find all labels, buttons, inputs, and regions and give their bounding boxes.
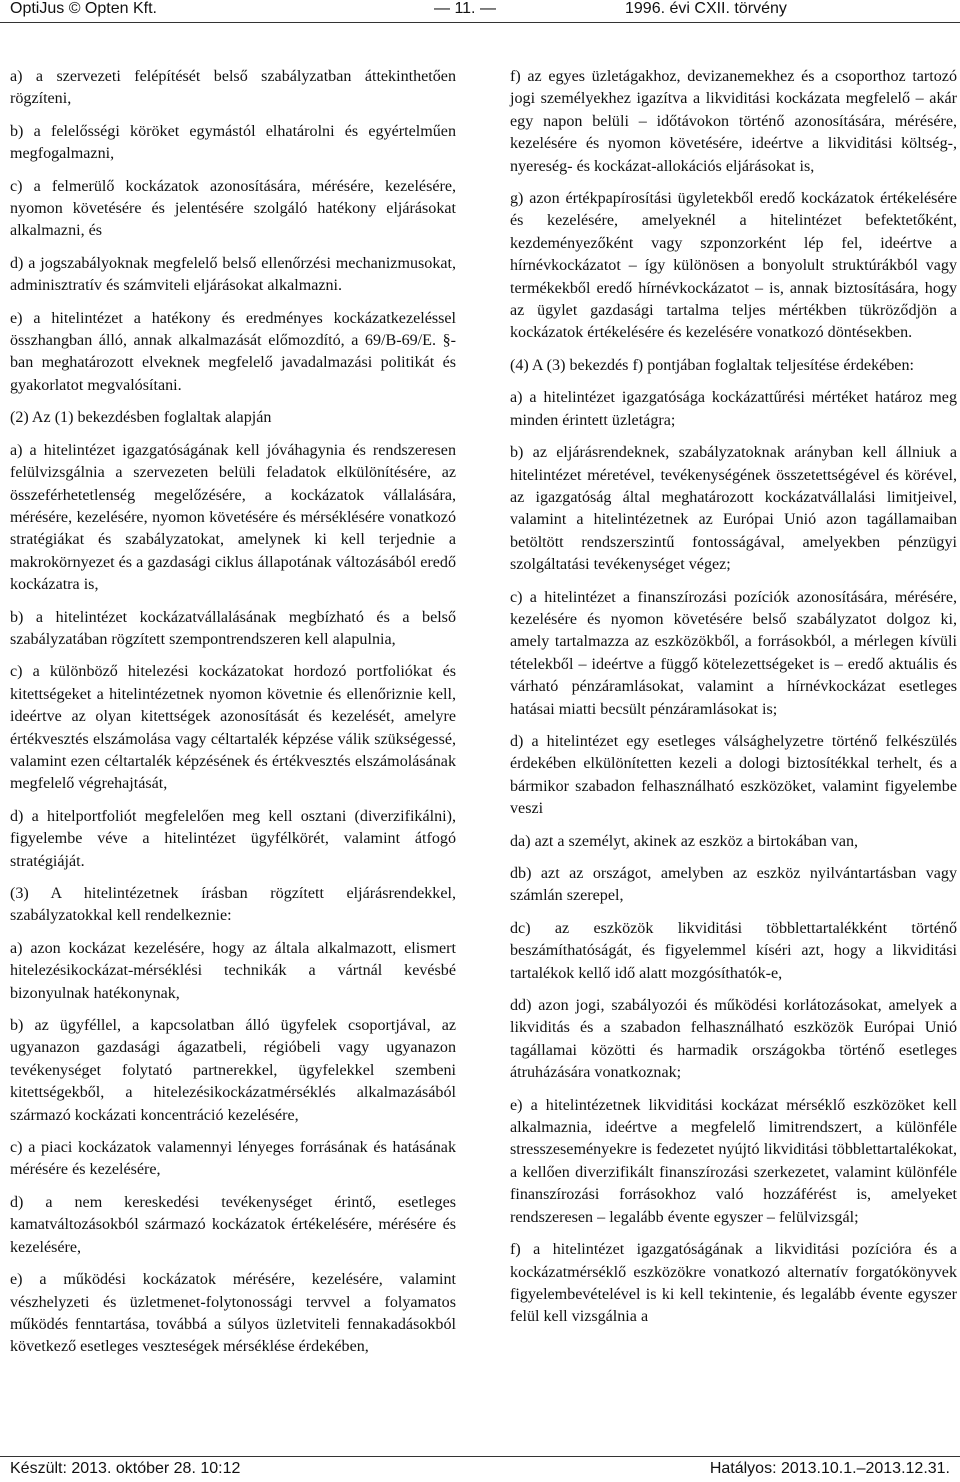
paragraph-2-intro: (2) Az (1) bekezdésben foglaltak alapján: [10, 409, 272, 427]
clause-3f: f) az egyes üzletágakhoz, devizanemekhez és a csoporthoz tartozó jogi személyekhez igazítva a likviditási kockázata megfelelő – akár egy napon belüli – időtávokon történő azonosítására, mérésére, kezelésére és nyomon követésére, ideértve a likviditási költség-, nyereség- és kockázat-allokációs eljárásokat is,: [510, 68, 957, 175]
document-title: 1996. évi CXII. törvény: [625, 0, 787, 17]
publisher: OptiJus © Opten Kft.: [10, 0, 157, 17]
clause-1c: c) a felmerülő kockázatok azonosítására, mérésére, kezelésére, nyomon követésére és jelentésére szolgáló hatékony eljárásokat alkalmazni, és: [10, 177, 456, 240]
right-column: [510, 66, 957, 1339]
effective-period: Hatályos: 2013.10.1.–2013.12.31.: [709, 1460, 950, 1477]
clause-4b: b) az eljárásrendeknek, szabályzatoknak arányban kell állniuk a hitelintézet méretével, tevékenységének összetettségével és körével, az igazgatóság által meghatározott kockázatvállalási limitjeivel, valamint a hitelintézetnek az Európai Unió azon tagállamaiban betöltött rendszerszintű fontosságával, amelyekben pénzügyi szolgáltatási tevékenységet végez;: [510, 444, 957, 574]
clause-3e: e) a működési kockázatok mérésére, kezelésére, valamint vészhelyzeti és üzletmenet-folytonossági tervvel a folyamatos működés fenntartása, továbbá a súlyos üzletviteli fennakadásokból következő esetleges veszteségek mérséklése érdekében,: [10, 1271, 456, 1356]
clause-3a: a) azon kockázat kezelésére, hogy az általa alkalmazott, elismert hitelezésikockázat-mérséklési technikák a vártnál kevésbé bizonyulnak hatékonynak,: [10, 939, 456, 1002]
created-timestamp: Készült: 2013. október 28. 10:12: [10, 1460, 241, 1477]
page-header: [0, 0, 960, 23]
clause-4a: a) a hitelintézet igazgatósága kockázattűrési mértéket határoz meg minden érintett üzletágra;: [510, 389, 957, 429]
clause-4dd: dd) azon jogi, szabályozói és működési korlátozásokat, amelyek a likviditás és a szabadon felhasználható eszközök Európai Unió tagállamai közötti és harmadik országokba történő esetleges átruházására vonatkoznak;: [510, 997, 957, 1082]
clause-3g: g) azon értékpapírosítási ügyletekből eredő kockázatok értékelésére és kezelésére, amelyeknél a hitelintézet befektetőként, kezdeményezőként vagy szponzorként lép fel, ideértve a hírnévkockázatot – így különösen a bonyolult struktúrákból vagy termékekből eredő hírnévkockázatot – is, annak biztosítására, hogy az ügylet gazdasági tartalma teljes mértékben tükröződjön a kockázatok értékelésére és kezelésére vonatkozó döntésekben.: [510, 190, 957, 342]
clause-2a: a) a hitelintézet igazgatóságának kell jóváhagynia és rendszeresen felülvizsgálnia a szervezeten belüli feladatok elkülönítésére, az összeférhetetlenség megelőzésére, a kockázatok vállalására, mérésére, kezelésére, nyomon követésére és mérséklésére vonatkozó stratégiákat és szabályzatokat, amelynek ki kell terjednie a makrokörnyezet és a gazdasági ciklus állapotának változásából eredő kockázatra is,: [10, 441, 456, 594]
clause-4db: db) azt az országot, amelyben az eszköz nyilvántartásban vagy számlán szerepel,: [510, 865, 957, 905]
clause-4e: e) a hitelintézetnek likviditási kockázat mérséklő eszközöket kell alkalmaznia, ideértve a megfelelő limitrendszert, a különféle stresszeseményekre is fedezetet nyújtó likviditási többlettartalékokat, a kellően diverzifikált finanszírozási szerkezetet, valamint különféle finanszírozási forrásokhoz való hozzáférést is, amelyeket rendszeresen – legalább évente egyszer – felülvizsgál;: [510, 1096, 957, 1226]
clause-3b: b) az ügyféllel, a kapcsolatban álló ügyfelek csoportjával, az ugyanazon gazdasági ágazatbeli, régióbeli vagy ugyanazon tevékenységet folytató partnerekkel, ügyfelekkel szembeni kitettségekből, a hitelezésikockázatmérséklés alkalmazásából származó kockázati koncentráció kezelésére,: [10, 1017, 456, 1124]
page-number: — 11. —: [434, 0, 496, 17]
clause-1a: a) a szervezeti felépítését belső szabályzatban áttekinthetően rögzíteni,: [10, 68, 456, 108]
clause-4da: da) azt a személyt, akinek az eszköz a birtokában van,: [510, 832, 859, 850]
clause-2d: d) a hitelportfoliót megfelelően meg kell osztani (diverzifikálni), figyelembe véve a hitelintézet ügyfélkörét, valamint átfogó stratégiáját.: [10, 807, 456, 870]
left-column: [10, 66, 456, 1369]
paragraph-3-intro: (3) A hitelintézetnek írásban rögzített eljárásrendekkel, szabályzatokkal kell rendelkeznie:: [10, 885, 456, 925]
clause-3c: c) a piaci kockázatok valamennyi lényeges forrásának és hatásának mérésére és kezelésére,: [10, 1139, 456, 1179]
clause-1b: b) a felelősségi köröket egymástól elhatárolni és egyértelműen megfogalmazni,: [10, 122, 456, 163]
clause-4f: f) a hitelintézet igazgatóságának a likviditási pozícióra és a kockázatmérséklő eszközökre vonatkozó alternatív forgatókönyvek figyelembevételével is ki kell tekintenie, és legalább évente egyszer felül kell vizsgálnia a: [510, 1241, 957, 1326]
clause-3d: d) a nem kereskedési tevékenységet érintő, esetleges kamatváltozásokból származó kockázatok értékelésére, mérésére és kezelésére,: [10, 1193, 456, 1256]
clause-2b: b) a hitelintézet kockázatvállalásának megbízható és a belső szabályzatában rögzített szempontrendszeren kell alapulnia,: [10, 608, 456, 648]
clause-1d: d) a jogszabályoknak megfelelő belső ellenőrzési mechanizmusokat, adminisztratív és számviteli eljárásokat alkalmazni.: [10, 254, 456, 295]
paragraph-4-intro: (4) A (3) bekezdés f) pontjában foglaltak teljesítése érdekében:: [510, 356, 914, 374]
clause-2c: c) a különböző hitelezési kockázatokat hordozó portfoliókat és kitettségeket a hitelintézetnek nyomon követnie és ellenőriznie kell, ideértve az olyan kitettségek azonosítását és kezelését, amelyre értékvesztés elszámolása vagy céltartalék képzése válik szükségessé, valamint ezen céltartalék képzésének és értékvesztés elszámolásának megfelelő végrehajtását,: [10, 663, 456, 793]
page-footer: [0, 1456, 960, 1482]
clause-1e: e) a hitelintézet a hatékony és eredményes kockázatkezeléssel összhangban álló, annak alkalmazását előmozdító, a 69/B-69/E. §-ban meghatározott elveknek megfelelő javadalmazási politikát és gyakorlatot megvalósítani.: [10, 309, 456, 394]
clause-4c: c) a hitelintézet a finanszírozási pozíciók azonosítására, mérésére, kezelésére és nyomon követésére belső szabályzatot dolgoz ki, amely tartalmazza az eszközökből, a forrásokból, a mérlegen kívüli tételekből – ideértve a függő kötelezettségeket is – eredő aktuális és várható pénzáramlásokat, valamint a hírnévkockázat esetleges hatásai miatti becsült pénzáramlásokat is;: [510, 588, 957, 718]
clause-4dc: dc) az eszközök likviditási többlettartalékként történő beszámíthatóságát, és figyelemmel kíséri azt, hogy a likviditási tartalékok kellő idő alatt mozgósíthatók-e,: [510, 919, 957, 982]
clause-4d: d) a hitelintézet egy esetleges válsághelyzetre történő felkészülés érdekében elkülönítetten kezeli a dologi biztosítékkal terhelt, és a bármikor szabadon felhasználható eszközöket, valamint figyelembe veszi: [510, 732, 957, 818]
